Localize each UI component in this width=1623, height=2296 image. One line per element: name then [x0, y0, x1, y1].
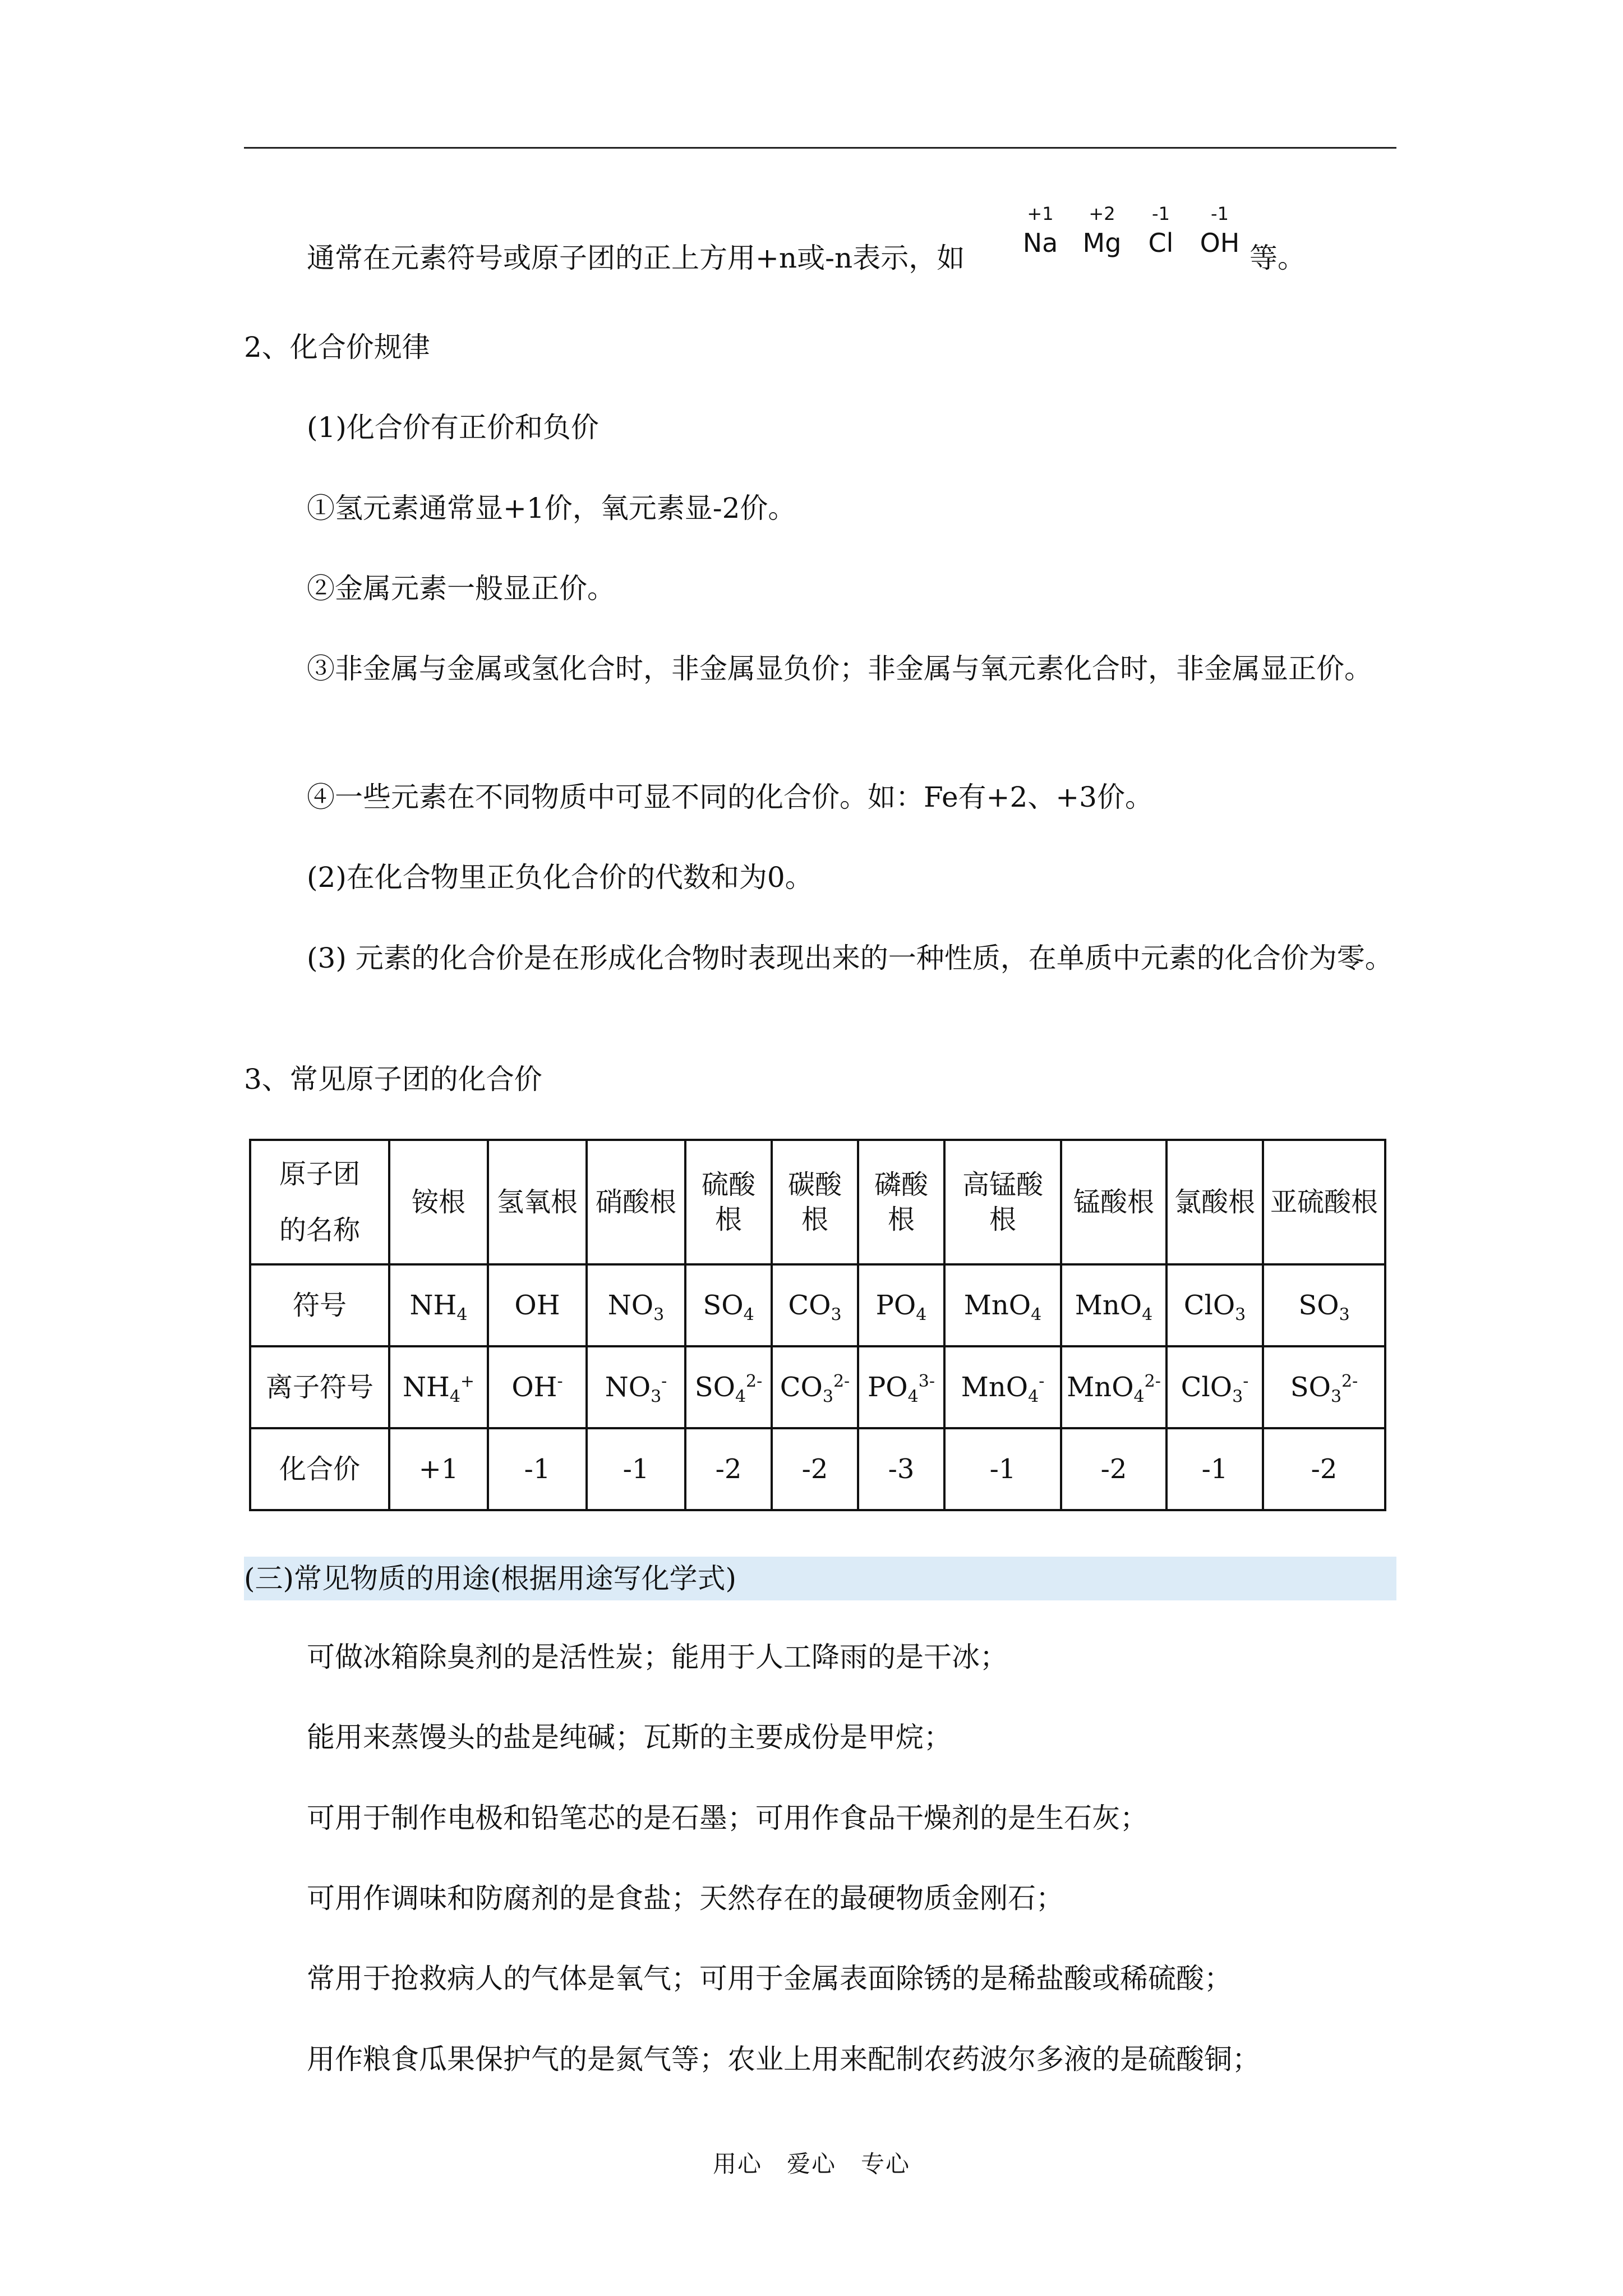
section-title: 3、常见原子团的化合价: [244, 1063, 542, 1096]
ion-charge: 2-: [1144, 1372, 1161, 1391]
table-row: [250, 1140, 1385, 1264]
use-line: 可做冰箱除臭剂的是活性炭；能用于人工降雨的是干冰；: [307, 1641, 1008, 1673]
ion-cell: [944, 1346, 1061, 1428]
ion-cell: [1166, 1346, 1263, 1428]
formula-subscript: 4: [1133, 1387, 1145, 1407]
intro-suffix: 等。: [1249, 242, 1306, 274]
table-row: [250, 1264, 1385, 1346]
formula-subscript: 4: [1028, 1387, 1039, 1407]
section-title: (三)常见物质的用途(根据用途写化学式): [244, 1562, 737, 1595]
rule-item: ④一些元素在不同物质中可显不同的化合价。如：Fe有+2、+3价。: [307, 781, 1153, 813]
table-cell: 铵根: [389, 1140, 488, 1264]
ion-cell: [389, 1346, 488, 1428]
ion-cell: [1061, 1346, 1166, 1428]
table-cell: -2: [1263, 1428, 1385, 1510]
valence-charge: -1: [1211, 203, 1229, 224]
formula-base: ClO: [1181, 1372, 1233, 1403]
row-header: 离子符号: [250, 1346, 389, 1428]
table-cell: 碳酸根: [772, 1140, 858, 1264]
ion-charge: 2-: [833, 1372, 850, 1391]
intro-text: 通常在元素符号或原子团的正上方用+n或-n表示，如: [307, 242, 965, 274]
formula-subscript: 4: [457, 1305, 468, 1325]
formula-cell: [587, 1264, 685, 1346]
formula-cell: [389, 1264, 488, 1346]
row-header: 化合价: [250, 1428, 389, 1510]
table-row: [250, 1428, 1385, 1510]
formula-base: MnO: [1067, 1372, 1134, 1403]
ion-cell: [772, 1346, 858, 1428]
ion-cell: [685, 1346, 772, 1428]
formula-base: NH: [402, 1372, 450, 1403]
formula-base: NH: [409, 1290, 457, 1321]
use-line: 可用于制作电极和铅笔芯的是石墨；可用作食品干燥剂的是生石灰；: [307, 1802, 1148, 1834]
element-symbol: Na: [1022, 228, 1058, 258]
formula-base: CO: [780, 1372, 823, 1403]
ion-charge: -: [1243, 1372, 1249, 1391]
formula-base: SO: [703, 1290, 744, 1321]
ion-cell: [1263, 1346, 1385, 1428]
formula-cell: [685, 1264, 772, 1346]
subsection-heading: (2)在化合物里正负化合价的代数和为0。: [307, 861, 813, 894]
table-cell: -3: [858, 1428, 944, 1510]
subsection-heading: (1)化合价有正价和负价: [307, 411, 599, 444]
table-cell: -2: [772, 1428, 858, 1510]
formula-subscript: 4: [449, 1387, 460, 1407]
formula-cell: [488, 1264, 587, 1346]
valence-charge: +2: [1089, 203, 1115, 224]
table-cell: -1: [1166, 1428, 1263, 1510]
formula-base: NO: [605, 1372, 651, 1403]
formula-cell: [944, 1264, 1061, 1346]
formula-subscript: 3: [831, 1305, 842, 1325]
table-cell: 锰酸根: [1061, 1140, 1166, 1264]
ion-charge: -: [661, 1372, 667, 1391]
element-symbol: OH: [1200, 228, 1240, 258]
formula-base: PO: [875, 1290, 916, 1321]
rule-item: ③非金属与金属或氢化合时，非金属显负价；非金属与氧元素化合时，非金属显正价。: [307, 652, 1372, 685]
formula-cell: [858, 1264, 944, 1346]
formula-base: SO: [1298, 1290, 1339, 1321]
table-cell: -2: [685, 1428, 772, 1510]
formula-subscript: 4: [916, 1305, 927, 1325]
formula-cell: [772, 1264, 858, 1346]
table-cell: -1: [488, 1428, 587, 1510]
row-header: 符号: [250, 1264, 389, 1346]
formula-subscript: 4: [907, 1387, 919, 1407]
valence-charge: -1: [1152, 203, 1170, 224]
formula-cell: [1263, 1264, 1385, 1346]
formula-subscript: 3: [1235, 1305, 1246, 1325]
formula-base: MnO: [1075, 1290, 1142, 1321]
table-cell: 硝酸根: [587, 1140, 685, 1264]
formula-subscript: 3: [1330, 1387, 1342, 1407]
formula-subscript: 3: [1339, 1305, 1350, 1325]
formula-subscript: 3: [1232, 1387, 1243, 1407]
formula-base: SO: [694, 1372, 735, 1403]
formula-base: MnO: [963, 1290, 1031, 1321]
formula-base: MnO: [961, 1372, 1029, 1403]
rule-item: ①氢元素通常显+1价，氧元素显-2价。: [307, 492, 796, 524]
formula-cell: [1061, 1264, 1166, 1346]
ion-charge: 3-: [918, 1372, 935, 1391]
element-symbol: Mg: [1082, 228, 1122, 258]
table-cell: -2: [1061, 1428, 1166, 1510]
formula-subscript: 4: [1031, 1305, 1042, 1325]
element-symbol: Cl: [1148, 228, 1174, 258]
table-cell: 高锰酸根: [944, 1140, 1061, 1264]
ion-cell: [488, 1346, 587, 1428]
formula-subscript: 4: [743, 1305, 754, 1325]
valence-charge: +1: [1027, 203, 1054, 224]
table-cell: +1: [389, 1428, 488, 1510]
use-line: 用作粮食瓜果保护气的是氮气等；农业上用来配制农药波尔多液的是硫酸铜；: [307, 2043, 1260, 2076]
formula-base: OH: [514, 1290, 560, 1321]
rule-item: ②金属元素一般显正价。: [307, 572, 615, 605]
table-cell: 硫酸根: [685, 1140, 772, 1264]
formula-base: SO: [1290, 1372, 1331, 1403]
ion-charge: -: [557, 1372, 563, 1391]
formula-base: ClO: [1183, 1290, 1235, 1321]
ion-charge: -: [1039, 1372, 1045, 1391]
ion-cell: [858, 1346, 944, 1428]
formula-subscript: 3: [651, 1387, 662, 1407]
page-footer: 用心 爱心 专心: [712, 2150, 910, 2178]
use-line: 常用于抢救病人的气体是氧气；可用于金属表面除锈的是稀盐酸或稀硫酸；: [307, 1962, 1232, 1995]
table-cell: 氢氧根: [488, 1140, 587, 1264]
ion-cell: [587, 1346, 685, 1428]
use-line: 能用来蒸馒头的盐是纯碱；瓦斯的主要成份是甲烷；: [307, 1721, 952, 1754]
subsection-heading: (3) 元素的化合价是在形成化合物时表现出来的一种性质，在单质中元素的化合价为零。: [307, 942, 1393, 974]
formula-base: OH: [511, 1372, 557, 1403]
table-cell: -1: [944, 1428, 1061, 1510]
table-cell: 亚硫酸根: [1263, 1140, 1385, 1264]
formula-cell: [1166, 1264, 1263, 1346]
formula-subscript: 4: [1142, 1305, 1153, 1325]
ion-charge: 2-: [1341, 1372, 1358, 1391]
valence-example-group: [1018, 203, 1259, 265]
table-cell: 氯酸根: [1166, 1140, 1263, 1264]
formula-subscript: 4: [735, 1387, 746, 1407]
formula-base: PO: [868, 1372, 908, 1403]
table-row: [250, 1346, 1385, 1428]
table-cell: -1: [587, 1428, 685, 1510]
use-line: 可用作调味和防腐剂的是食盐；天然存在的最硬物质金刚石；: [307, 1882, 1064, 1915]
formula-subscript: 3: [653, 1305, 665, 1325]
row-header: 原子团的名称: [250, 1140, 389, 1264]
header-rule: [244, 147, 1396, 149]
table-cell: 磷酸根: [858, 1140, 944, 1264]
section-title: 2、化合价规律: [244, 331, 430, 364]
formula-base: CO: [788, 1290, 831, 1321]
ion-charge: 2-: [746, 1372, 763, 1391]
formula-subscript: 3: [822, 1387, 833, 1407]
ion-charge: +: [460, 1372, 475, 1391]
radical-valence-table: [249, 1139, 1386, 1511]
formula-base: NO: [607, 1290, 654, 1321]
